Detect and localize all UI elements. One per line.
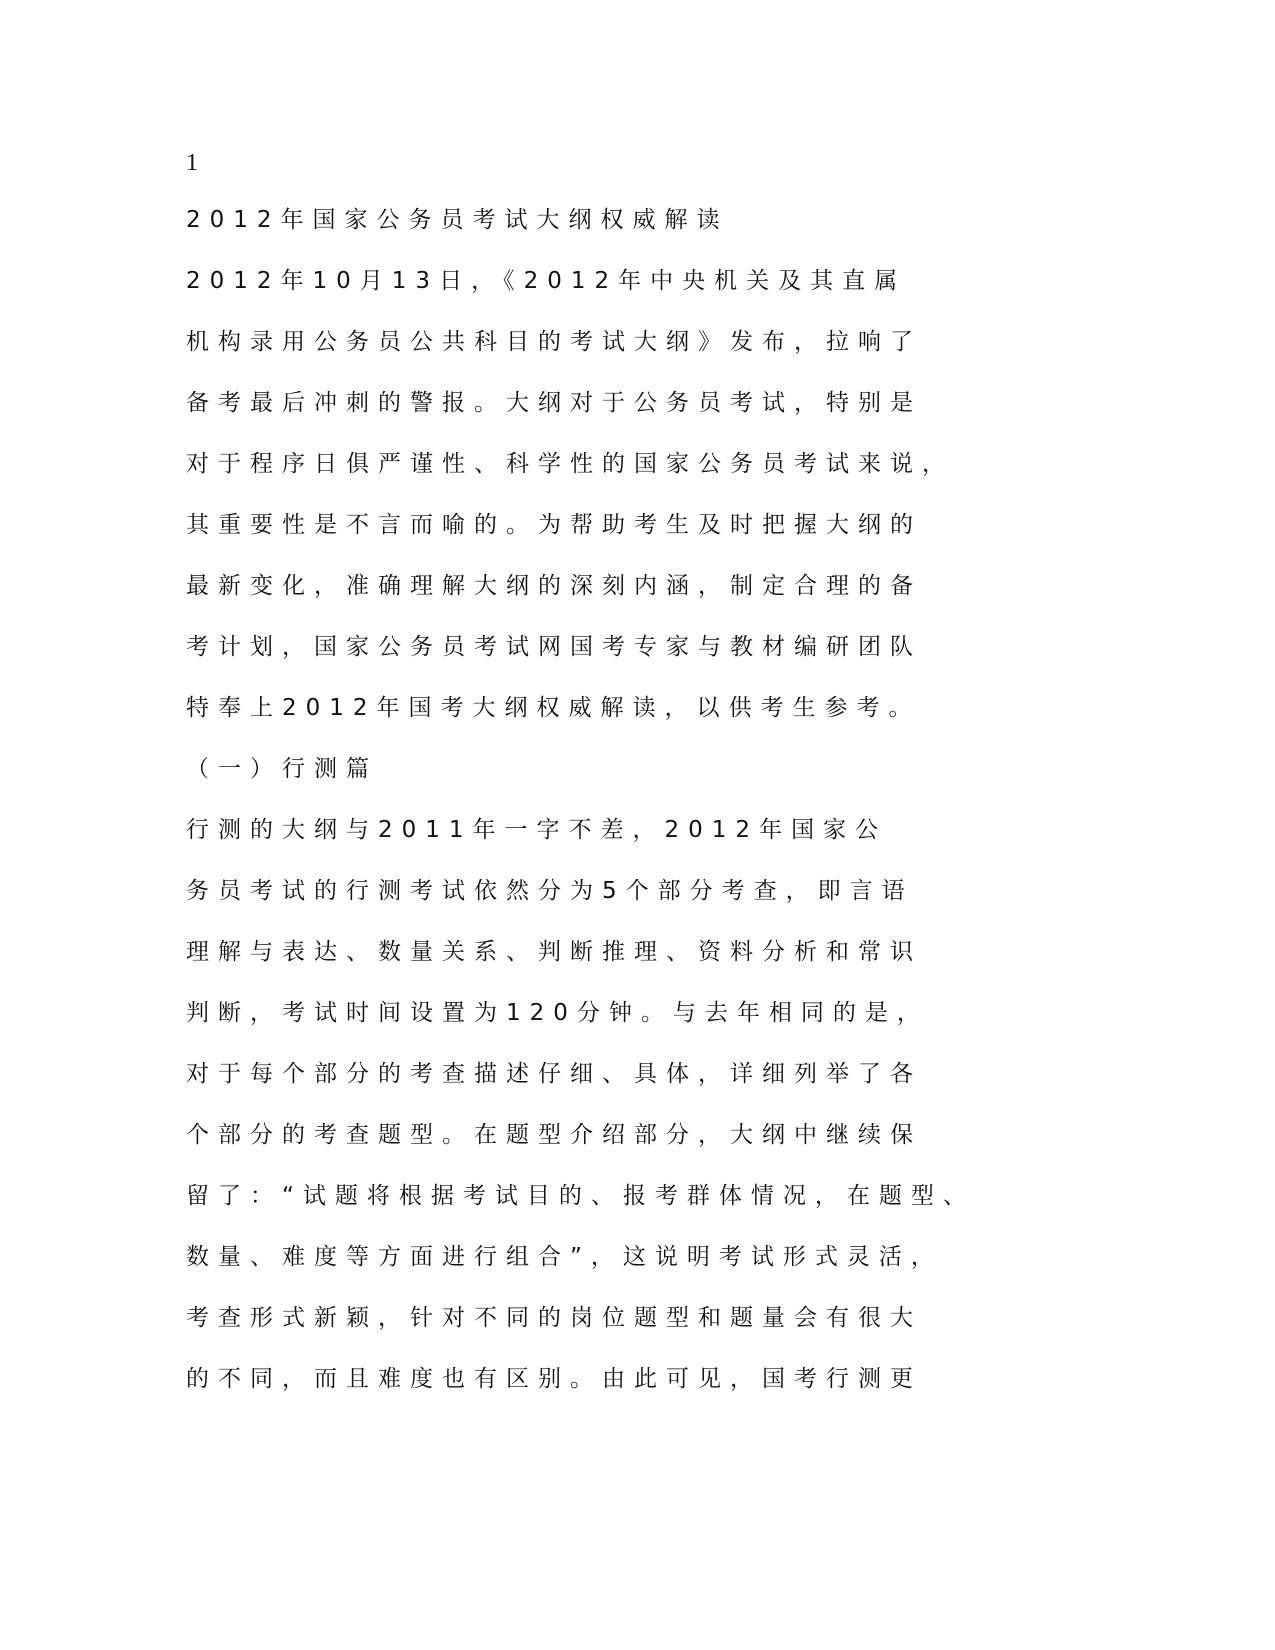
text-line: 的不同，而且难度也有区别。由此可见，国考行测更 [186,1366,922,1392]
text-line: 2012年10月13日，《2012年中央机关及其直属 [186,268,907,294]
text-line: 机构录用公务员公共科目的考试大纲》发布，拉响了 [186,329,922,355]
text-line: 特奉上2012年国考大纲权威解读，以供考生参考。 [186,695,921,721]
text-line: 数量、难度等方面进行组合”，这说明考试形式灵活， [186,1244,943,1270]
text-line: 备考最后冲刺的警报。大纲对于公务员考试，特别是 [186,390,922,416]
text-line: 理解与表达、数量关系、判断推理、资料分析和常识 [186,939,922,965]
text-line: 对于程序日俱严谨性、科学性的国家公务员考试来说， [186,451,954,477]
text-line: 考计划，国家公务员考试网国考专家与教材编研团队 [186,634,922,660]
page-number: 1 [186,150,198,176]
text-line: 务员考试的行测考试依然分为5个部分考查，即言语 [186,878,914,904]
text-line: 留了：“试题将根据考试目的、报考群体情况，在题型、 [186,1183,975,1209]
text-line: 个部分的考查题型。在题型介绍部分，大纲中继续保 [186,1122,922,1148]
title-line: 2012年国家公务员考试大纲权威解读 [186,207,729,233]
section-heading: （一）行测篇 [186,756,378,782]
text-line: 行测的大纲与2011年一字不差，2012年国家公 [186,817,888,843]
body-text [186,206,1086,1426]
text-line: 对于每个部分的考查描述仔细、具体，详细列举了各 [186,1061,922,1087]
text-line: 其重要性是不言而喻的。为帮助考生及时把握大纲的 [186,512,922,538]
text-line: 最新变化，准确理解大纲的深刻内涵，制定合理的备 [186,573,922,599]
text-line: 判断，考试时间设置为120分钟。与去年相同的是， [186,1000,929,1026]
text-line: 考查形式新颖，针对不同的岗位题型和题量会有很大 [186,1305,922,1331]
